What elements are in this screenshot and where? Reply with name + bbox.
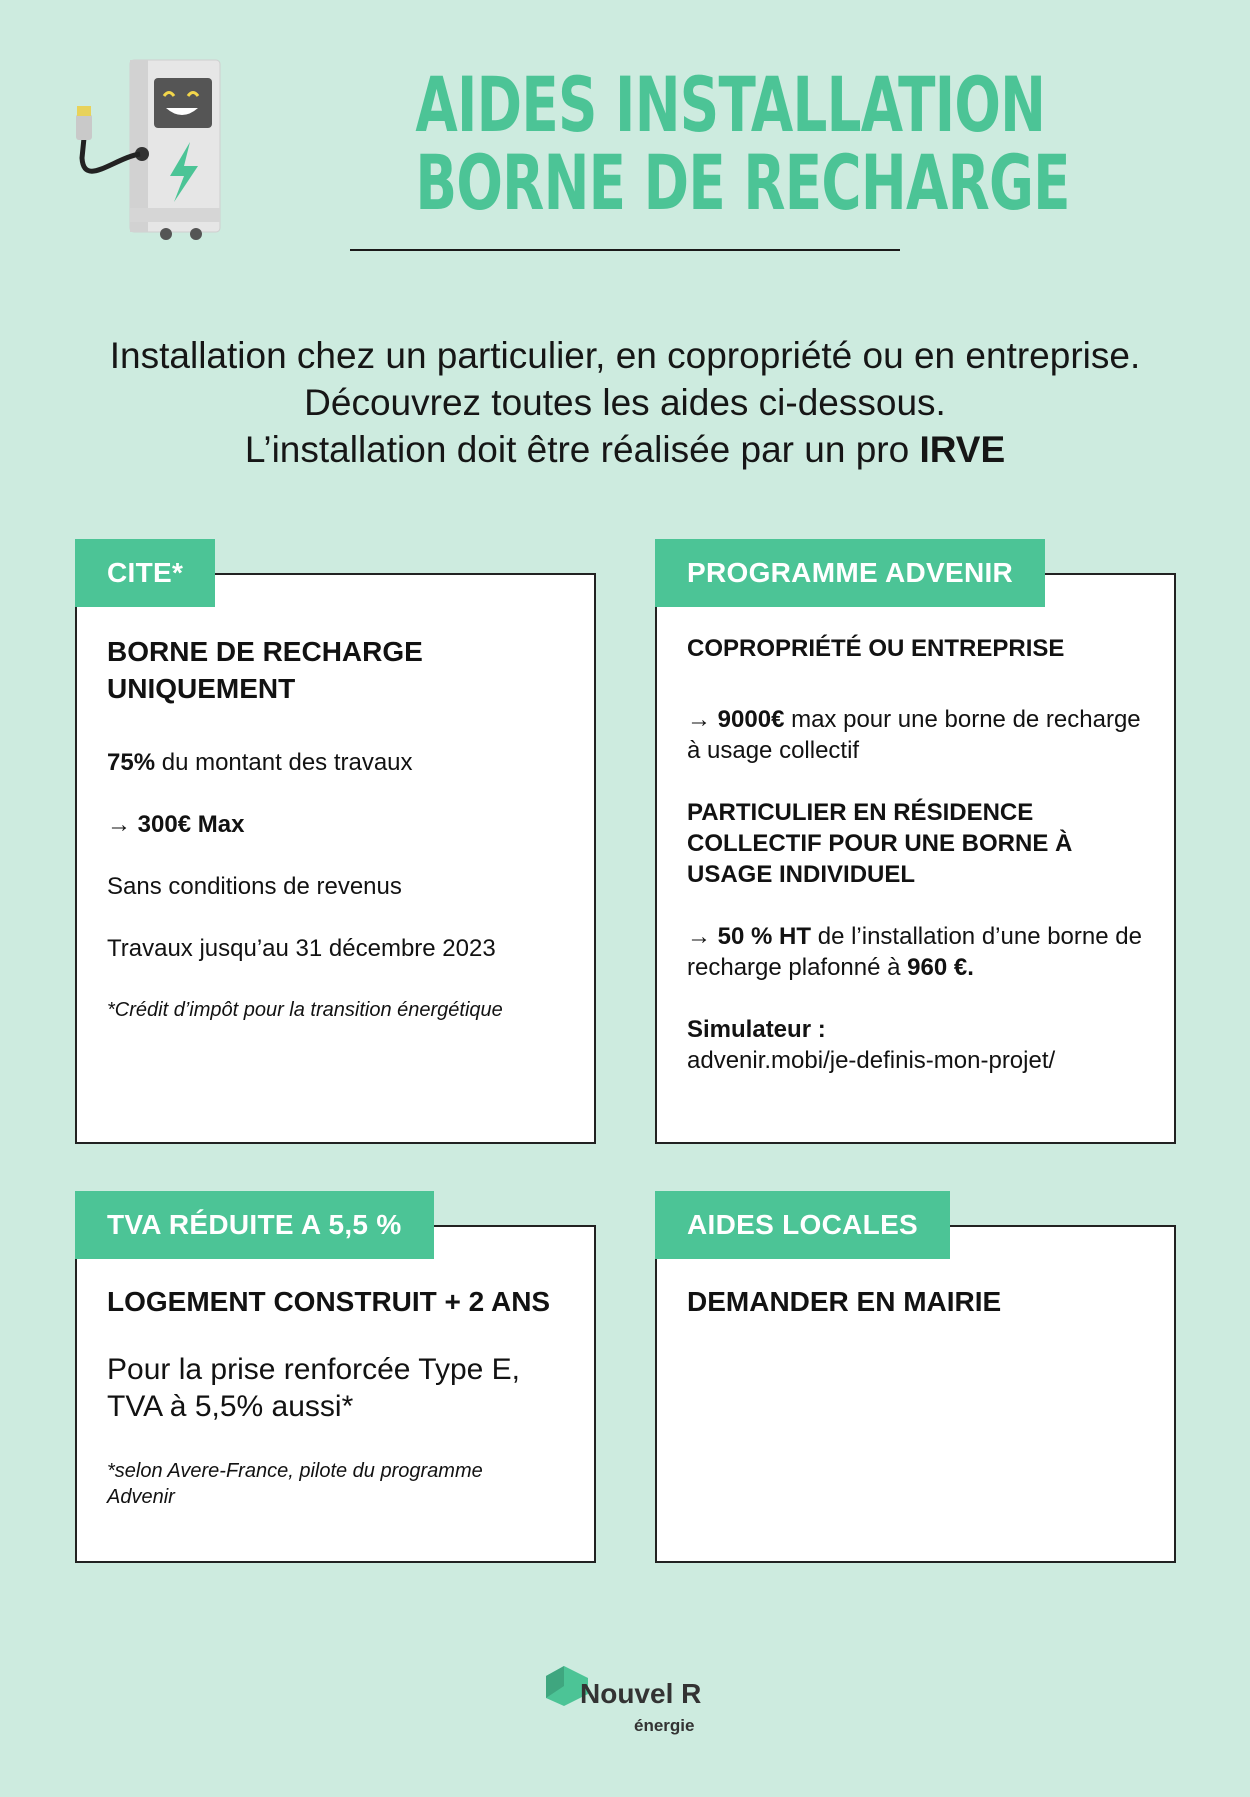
- page-title: [415, 60, 1070, 227]
- brand-logo: [544, 1660, 714, 1740]
- advenir-amount-1-text: max pour une borne de recharge à usage collectif: [687, 706, 1141, 764]
- card-tva: [75, 1225, 596, 1563]
- advenir-amount-2: [687, 921, 1146, 983]
- intro-line-2: Découvrez toutes les aides ci-dessous.: [304, 382, 946, 423]
- tag-tva: TVA RÉDUITE A 5,5 %: [75, 1191, 434, 1259]
- card-advenir: [655, 573, 1176, 1144]
- tva-body: Pour la prise renforcée Type E, TVA à 5,5% aussi*: [107, 1353, 520, 1423]
- intro-line-3: [0, 426, 1250, 473]
- logo-subtitle: énergie: [634, 1716, 695, 1735]
- tag-locales: AIDES LOCALES: [655, 1191, 950, 1259]
- advenir-amount-1-value: 9000€: [717, 706, 785, 733]
- tag-advenir: PROGRAMME ADVENIR: [655, 539, 1045, 607]
- charging-station-icon: [74, 58, 234, 243]
- tva-footnote: *selon Avere-France, pilote du programme Advenir: [107, 1460, 483, 1508]
- arrow-right-icon: →: [107, 811, 131, 838]
- tva-heading: LOGEMENT CONSTRUIT + 2 ANS: [107, 1286, 551, 1317]
- title-line-2: BORNE DE RECHARGE: [415, 138, 1070, 227]
- cite-percent: [107, 747, 566, 778]
- advenir-amount-1: [687, 704, 1146, 766]
- intro-text: [0, 332, 1250, 473]
- advenir-simulator: [687, 1014, 1146, 1076]
- locales-heading: DEMANDER EN MAIRIE: [687, 1286, 1002, 1317]
- advenir-amount-2-text: de l’installation d’une borne de recharge plafonné à: [687, 923, 1142, 981]
- intro-line-1: Installation chez un particulier, en copropriété ou en entreprise.: [109, 335, 1141, 376]
- cite-heading: BORNE DE RECHARGE UNIQUEMENT: [107, 636, 423, 704]
- intro-line-3-text: L’installation doit être réalisée par un pro: [244, 429, 920, 470]
- arrow-right-icon: →: [687, 923, 711, 950]
- arrow-right-icon: →: [687, 706, 711, 733]
- advenir-sub-1: COPROPRIÉTÉ OU ENTREPRISE: [687, 635, 1065, 662]
- advenir-amount-2-cap: 960 €.: [907, 954, 974, 981]
- cite-max: [107, 809, 566, 840]
- cite-max-value: 300€ Max: [137, 811, 245, 838]
- advenir-simulator-url: advenir.mobi/je-definis-mon-projet/: [687, 1047, 1056, 1074]
- cite-percent-value: 75%: [107, 749, 156, 776]
- cite-percent-text: du montant des travaux: [155, 749, 413, 776]
- card-locales: [655, 1225, 1176, 1563]
- title-divider: [350, 249, 900, 251]
- title-line-1: AIDES INSTALLATION: [415, 60, 1046, 149]
- advenir-sub-2: PARTICULIER EN RÉSIDENCE COLLECTIF POUR UNE BORNE À USAGE INDIVIDUEL: [687, 799, 1073, 888]
- card-cite: [75, 573, 596, 1144]
- tag-cite: CITE*: [75, 539, 215, 607]
- cite-footnote: *Crédit d’impôt pour la transition énergétique: [107, 999, 503, 1021]
- advenir-amount-2-value: 50 % HT: [717, 923, 812, 950]
- advenir-simulator-label: Simulateur :: [687, 1016, 826, 1043]
- cite-conditions: Sans conditions de revenus: [107, 873, 402, 900]
- logo-name: Nouvel R: [580, 1678, 702, 1709]
- cite-date: Travaux jusqu’au 31 décembre 2023: [107, 935, 496, 962]
- intro-irve: IRVE: [919, 429, 1006, 470]
